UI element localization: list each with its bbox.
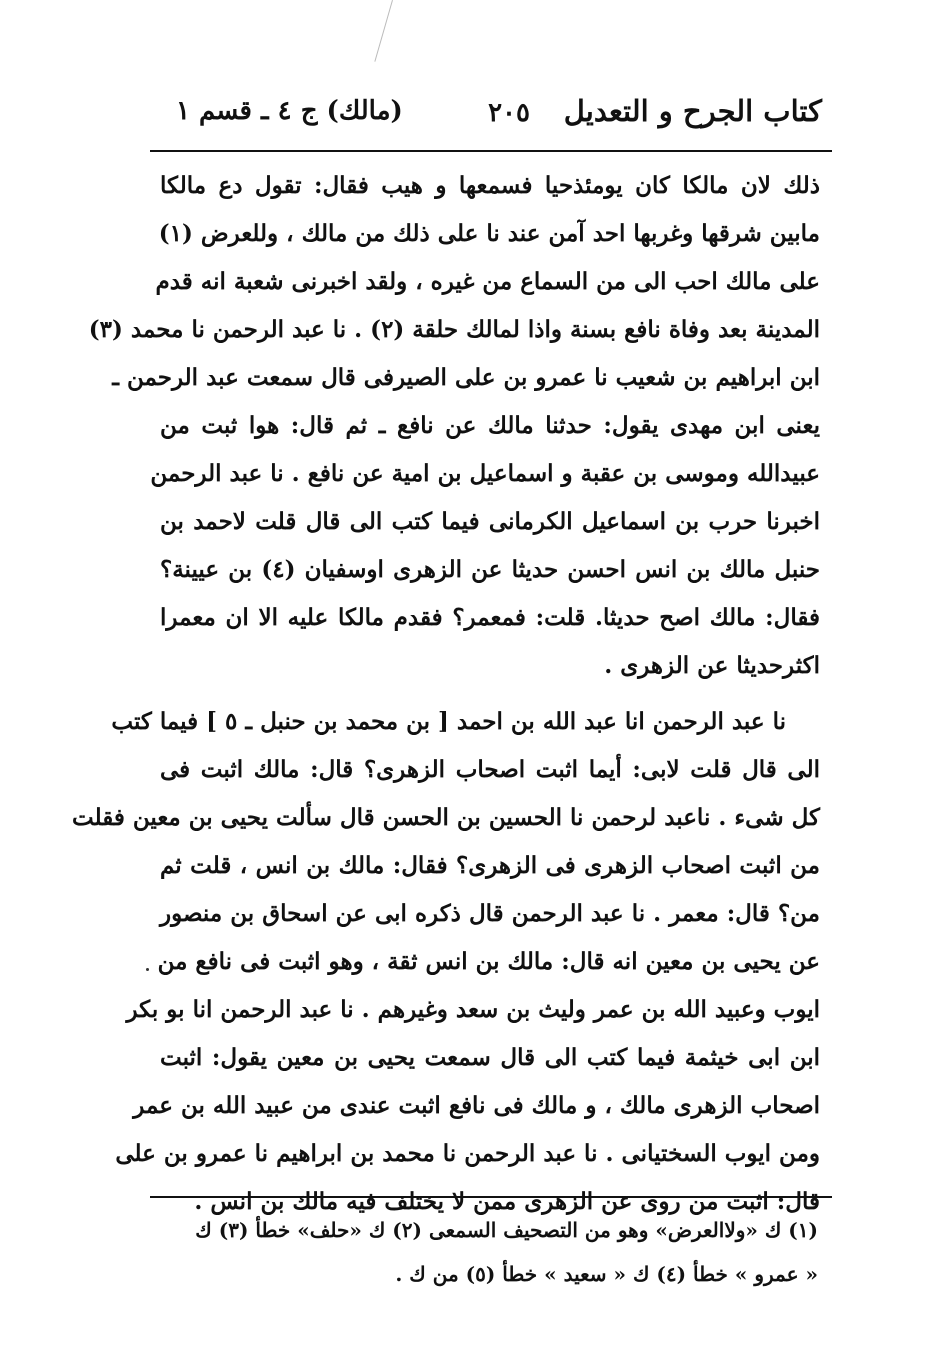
text-line: اصحاب الزهرى مالك ، و مالك فى نافع اثبت عندى من عبيد الله بن عمر xyxy=(133,1092,820,1119)
paragraph-gap xyxy=(160,690,820,698)
text-line: ايوب وعبيد الله بن عمر وليث بن سعد وغيرهم . نا عبد الرحمن انا بو بكر xyxy=(126,996,820,1023)
text-line: عبيدالله وموسى بن عقبة و اسماعيل بن امية عن نافع . نا عبد الرحمن xyxy=(150,460,820,487)
footnote-rule xyxy=(150,1196,832,1198)
text-line: قال: اثبت من روى عن الزهرى ممن لا يختلف فيه مالك بن انس . xyxy=(194,1188,820,1215)
text-line: فقال: مالك اصح حديثا. قلت: فمعمر؟ فقدم مالكا عليه الا ان معمرا xyxy=(160,604,820,631)
header-rule xyxy=(150,150,832,152)
text-line: من اثبت اصحاب الزهرى فى الزهرى؟ فقال: مالك بن انس ، قلت ثم xyxy=(160,852,820,879)
text-line: ومن ايوب السختيانى . نا عبد الرحمن نا محمد بن ابراهيم نا عمرو بن على xyxy=(115,1140,820,1167)
text-line: مابين شرقها وغربها احد آمن عند نا على ذلك من مالك ، وللعرض (١) xyxy=(158,220,820,247)
text-line: نا عبد الرحمن انا عبد الله بن احمد [ بن محمد بن حنبل ـ ٥ ] فيما كتب xyxy=(111,708,786,735)
scan-speck xyxy=(146,968,149,971)
text-line: كل شىء . ناعبد لرحمن نا الحسين بن الحسن قال سألت يحيى بن معين فقلت xyxy=(72,804,820,831)
text-line: حنبل مالك بن انس احسن حديثا عن الزهرى اوسفيان (٤) بن عيينة؟ xyxy=(160,556,820,583)
text-line: اخبرنا حرب بن اسماعيل الكرمانى فيما كتب الى قال قلت لاحمد بن xyxy=(160,508,820,535)
main-text xyxy=(72,162,820,1226)
footnotes xyxy=(170,1208,818,1296)
text-line: المدينة بعد وفاة نافع بسنة واذا لمالك حلقة (٢) . نا عبد الرحمن نا محمد (٣) xyxy=(88,316,820,343)
running-header xyxy=(150,88,830,144)
book-title: كتاب الجرح و التعديل xyxy=(563,94,822,128)
text-line: يعنى ابن مهدى يقول: حدثنا مالك عن نافع ـ ثم قال: هوا ثبت من xyxy=(160,412,820,439)
text-line: عن يحيى بن معين انه قال: مالك بن انس ثقة ، وهو اثبت فى نافع من xyxy=(157,948,820,975)
text-line: ابن ابى خيثمة فيما كتب الى قال سمعت يحيى بن معين يقول: اثبت xyxy=(160,1044,820,1071)
scan-scratch-mark xyxy=(374,0,393,62)
text-line: الى قال قلت لابى: أيما اثبت اصحاب الزهرى؟ قال: مالك اثبت فى xyxy=(160,756,820,783)
text-line: على مالك احب الى من السماع من غيره ، ولقد اخبرنى شعبة انه قدم xyxy=(155,268,820,295)
text-line: من؟ قال: معمر . نا عبد الرحمن قال ذكره ابى عن اسحاق بن منصور xyxy=(160,900,820,927)
text-line: ابن ابراهيم بن شعيب نا عمرو بن على الصيرفى قال سمعت عبد الرحمن ـ xyxy=(112,364,820,391)
footnote-line: « عمرو » خطأ (٤) ك « سعيد » خطأ (٥) من ك . xyxy=(395,1262,818,1286)
text-line: ذلك لان مالكا كان يومئذحيا فسمعها و هيب فقال: تقول دع مالكا xyxy=(160,172,820,199)
page-number: ٢٠٥ xyxy=(488,98,530,128)
footnote-line: (١) ك «ولاالعرض» وهو من التصحيف السمعى (٢) ك «حلف» خطأ (٣) ك xyxy=(195,1218,818,1242)
text-line: اكثرحديثا عن الزهرى . xyxy=(604,652,820,679)
volume-info: (مالك) ج ٤ ـ قسم ١ xyxy=(176,96,403,126)
